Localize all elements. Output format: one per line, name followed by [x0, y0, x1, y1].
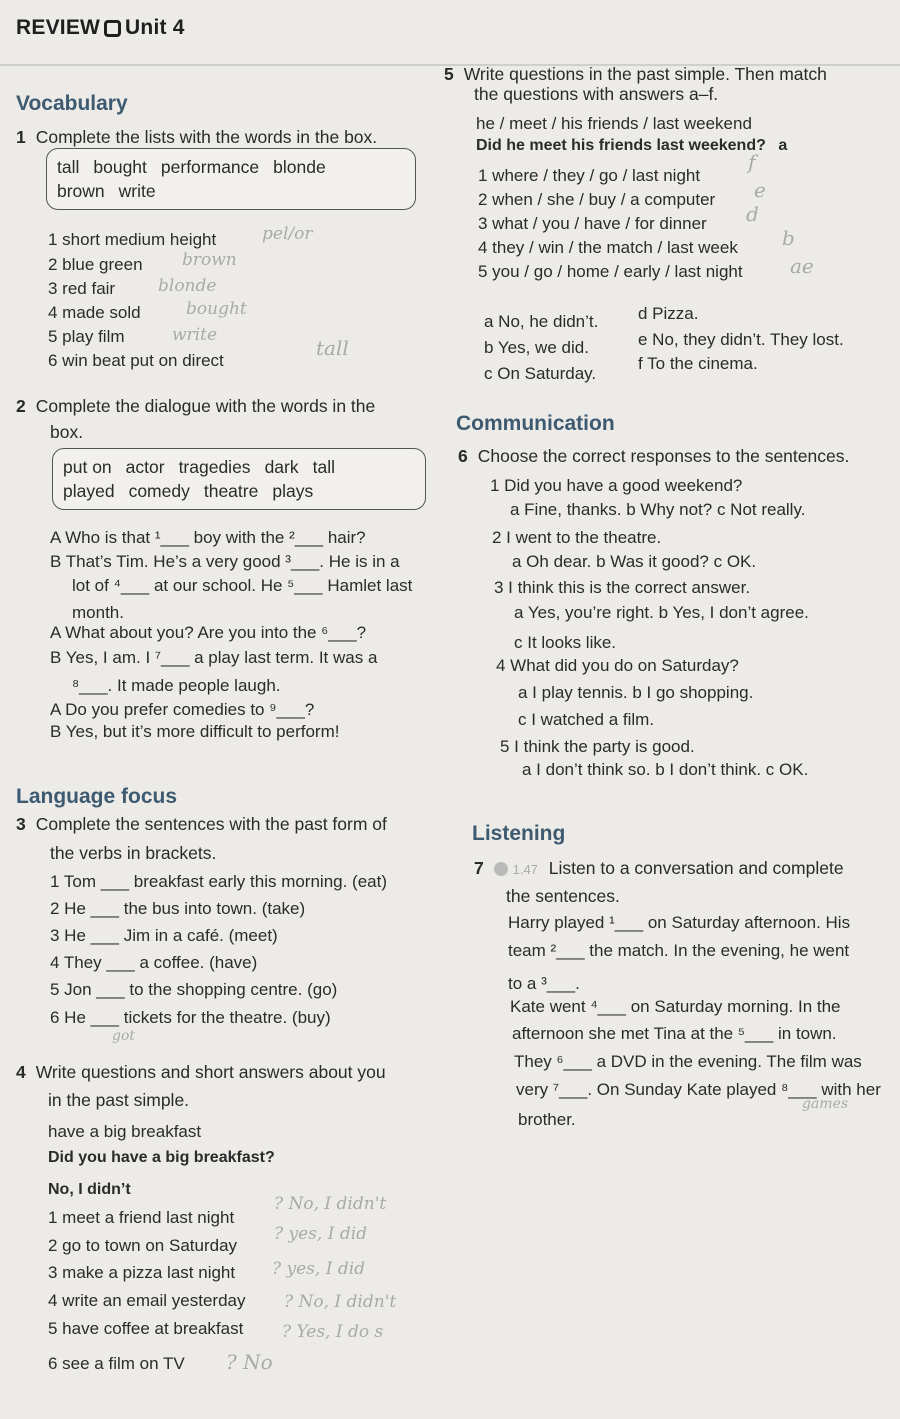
ex7-line: brother.	[518, 1110, 576, 1129]
ex7-line: They ⁶___ a DVD in the evening. The film was	[514, 1052, 862, 1071]
ex2-word-box	[52, 448, 426, 510]
handwritten-answer: pel/or	[262, 224, 313, 244]
ex7-instruction-2: the sentences.	[506, 886, 620, 906]
ex1-item: 2 blue green	[48, 255, 143, 274]
ex1-item: 4 made sold	[48, 303, 141, 322]
word: dark	[264, 457, 299, 477]
word: played	[63, 481, 115, 501]
ex4-item: 2 go to town on Saturday	[48, 1236, 238, 1255]
ex2-box-row1	[63, 455, 415, 479]
handwritten-answer: ? Yes, I do s	[282, 1322, 384, 1342]
dialogue-line: month.	[72, 603, 124, 622]
ex6-line: 5 I think the party is good.	[500, 737, 695, 756]
audio-track-icon	[494, 862, 508, 876]
word: tall	[312, 457, 335, 477]
unit-header	[16, 16, 185, 40]
ex7-line: Kate went ⁴___ on Saturday morning. In the	[510, 997, 841, 1016]
ex2-text: Complete the dialogue with the words in the	[35, 396, 376, 416]
ex3-item: 5 Jon ___ to the shopping centre. (go)	[50, 980, 338, 999]
ex5-item: 3 what / you / have / for dinner	[478, 214, 707, 233]
word: bought	[93, 157, 147, 177]
handwritten-answer: d	[746, 202, 759, 226]
ex6-line: c It looks like.	[514, 633, 617, 652]
ex3-item: 6 He ___ tickets for the theatre. (buy)	[50, 1008, 331, 1027]
handwritten-answer: ? No	[226, 1350, 273, 1374]
section-listening: Listening	[472, 822, 566, 845]
ex3-item: 4 They ___ a coffee. (have)	[50, 953, 258, 972]
ex4-instruction-2: in the past simple.	[48, 1090, 190, 1110]
ex6-line: 2 I went to the theatre.	[492, 528, 662, 547]
dialogue-line: A Do you prefer comedies to ⁹___?	[50, 700, 315, 719]
ex4-number: 4	[16, 1062, 26, 1082]
handwritten-answer: ? yes, I did	[272, 1259, 366, 1279]
ex7-line: afternoon she met Tina at the ⁵___ in town.	[512, 1024, 837, 1043]
ex4-instruction	[16, 1062, 386, 1083]
word: blonde	[273, 157, 326, 177]
ex4-item: 4 write an email yesterday	[48, 1291, 246, 1310]
square-bullet-icon	[104, 20, 121, 37]
ex7-line: to a ³___.	[508, 974, 580, 993]
ex2-box-row2	[63, 479, 415, 503]
handwritten-answer: ? No, I didn't	[274, 1194, 387, 1214]
ex4-item: 3 make a pizza last night	[48, 1263, 236, 1282]
unit-label: Unit 4	[125, 16, 185, 39]
word: put on	[63, 457, 112, 477]
ex4-item: 5 have coffee at breakfast	[48, 1319, 244, 1338]
ex3-instruction-2: the verbs in brackets.	[50, 843, 217, 863]
ex6-line: a Fine, thanks. b Why not? c Not really.	[510, 500, 806, 519]
dialogue-line: B Yes, but it’s more difficult to perform!	[50, 722, 340, 741]
ex7-line: team ²___ the match. In the evening, he went	[508, 941, 850, 960]
ex7-text: Listen to a conversation and complete	[548, 858, 844, 878]
handwritten-answer: write	[172, 325, 218, 345]
ex6-line: a Yes, you’re right. b Yes, I don’t agree.	[514, 603, 809, 622]
ex5-item: 2 when / she / buy / a computer	[478, 190, 716, 209]
dialogue-line: B Yes, I am. I ⁷___ a play last term. It was a	[50, 648, 378, 667]
ex7-line: very ⁷___. On Sunday Kate played ⁸___ with her	[516, 1080, 881, 1099]
ex1-item: 5 play film	[48, 327, 125, 346]
dialogue-line: ⁸___. It made people laugh.	[72, 676, 281, 695]
ex5-text: Write questions in the past simple. Then match	[463, 64, 827, 84]
ex2-number: 2	[16, 396, 26, 416]
dialogue-line: A What about you? Are you into the ⁶___?	[50, 623, 367, 642]
ex3-item: 3 He ___ Jim in a café. (meet)	[50, 926, 278, 945]
ex5-answer: b Yes, we did.	[484, 338, 589, 357]
ex5-item: 4 they / win / the match / last week	[478, 238, 738, 257]
word: plays	[272, 481, 314, 501]
ex4-text: Write questions and short answers about you	[35, 1062, 386, 1082]
ex5-number: 5	[444, 64, 454, 84]
ex4-item: 6 see a film on TV	[48, 1354, 185, 1373]
ex6-text: Choose the correct responses to the sentences.	[477, 446, 850, 466]
review-label: REVIEW	[16, 16, 101, 39]
ex5-example-answer: a	[778, 137, 788, 154]
ex5-item: 1 where / they / go / last night	[478, 166, 701, 185]
ex6-line: 4 What did you do on Saturday?	[496, 656, 739, 675]
ex5-example: he / meet / his friends / last weekend	[476, 114, 752, 133]
ex3-text: Complete the sentences with the past form of	[35, 814, 387, 834]
ex6-line: 1 Did you have a good weekend?	[490, 476, 743, 495]
handwritten-answer: got	[112, 1028, 136, 1044]
ex1-instruction	[16, 127, 377, 148]
dialogue-line: A Who is that ¹___ boy with the ²___ hair?	[50, 528, 366, 547]
ex6-line: a I play tennis. b I go shopping.	[518, 683, 754, 702]
ex5-answer: d Pizza.	[638, 304, 699, 323]
ex3-instruction	[16, 814, 387, 835]
handwritten-answer: b	[782, 226, 795, 250]
ex6-line: 3 I think this is the correct answer.	[494, 578, 751, 597]
ex1-word-box	[46, 148, 416, 210]
handwritten-answer: f	[748, 150, 756, 174]
ex5-example-question	[476, 137, 787, 155]
handwritten-answer: e	[754, 178, 766, 202]
word: theatre	[203, 481, 259, 501]
ex7-instruction	[474, 858, 844, 879]
ex4-item: 1 meet a friend last night	[48, 1208, 235, 1227]
ex4-example: have a big breakfast	[48, 1122, 202, 1141]
ex1-text: Complete the lists with the words in the box.	[35, 127, 378, 147]
ex5-answer: c On Saturday.	[484, 364, 597, 383]
handwritten-answer: ae	[790, 254, 814, 278]
ex3-item: 1 Tom ___ breakfast early this morning. (eat)	[50, 872, 388, 891]
section-language-focus: Language focus	[16, 785, 178, 808]
ex6-line: a I don’t think so. b I don’t think. c OK.	[522, 760, 809, 779]
handwritten-answer: ? No, I didn't	[284, 1292, 397, 1312]
ex4-example-question: Did you have a big breakfast?	[48, 1149, 275, 1166]
handwritten-answer: blonde	[158, 276, 217, 296]
ex6-line: c I watched a film.	[518, 710, 655, 729]
ex4-example-answer: No, I didn’t	[48, 1181, 131, 1198]
handwritten-answer: games	[802, 1096, 849, 1112]
word: tragedies	[178, 457, 251, 477]
ex1-item: 3 red fair	[48, 279, 116, 298]
audio-track-number: 1.47	[512, 862, 538, 877]
ex6-number: 6	[458, 446, 468, 466]
ex5-example-question-text: Did he meet his friends last weekend?	[476, 137, 766, 154]
handwritten-answer: tall	[316, 336, 349, 360]
handwritten-answer: ? yes, I did	[274, 1224, 368, 1244]
section-communication: Communication	[456, 412, 615, 435]
ex1-item: 1 short medium height	[48, 230, 217, 249]
ex2-instruction	[16, 396, 375, 417]
ex5-answer: a No, he didn’t.	[484, 312, 599, 331]
word: tall	[57, 157, 80, 177]
ex7-line: Harry played ¹___ on Saturday afternoon. His	[508, 913, 851, 932]
ex3-item: 2 He ___ the bus into town. (take)	[50, 899, 306, 918]
ex5-instruction	[444, 64, 827, 85]
word: write	[118, 181, 156, 201]
handwritten-answer: brown	[182, 250, 237, 270]
word: comedy	[128, 481, 190, 501]
ex7-number: 7	[474, 858, 484, 878]
ex3-number: 3	[16, 814, 26, 834]
word: actor	[125, 457, 165, 477]
section-vocabulary: Vocabulary	[16, 92, 128, 115]
ex5-instruction-2: the questions with answers a–f.	[474, 84, 719, 104]
ex2-instruction-2: box.	[50, 422, 84, 442]
ex5-item: 5 you / go / home / early / last night	[478, 262, 743, 281]
handwritten-answer: bought	[186, 299, 247, 319]
ex5-answer: e No, they didn’t. They lost.	[638, 330, 844, 349]
ex1-number: 1	[16, 127, 26, 147]
dialogue-line: lot of ⁴___ at our school. He ⁵___ Hamlet last	[72, 576, 413, 595]
word: brown	[57, 181, 105, 201]
dialogue-line: B That’s Tim. He’s a very good ³___. He is in a	[50, 552, 400, 571]
ex1-box-row2	[57, 179, 405, 203]
ex5-answer: f To the cinema.	[638, 354, 758, 373]
word: performance	[160, 157, 260, 177]
ex1-box-row1	[57, 155, 405, 179]
ex6-instruction	[458, 446, 849, 467]
ex1-item: 6 win beat put on direct	[48, 351, 224, 370]
ex6-line: a Oh dear. b Was it good? c OK.	[512, 552, 757, 571]
